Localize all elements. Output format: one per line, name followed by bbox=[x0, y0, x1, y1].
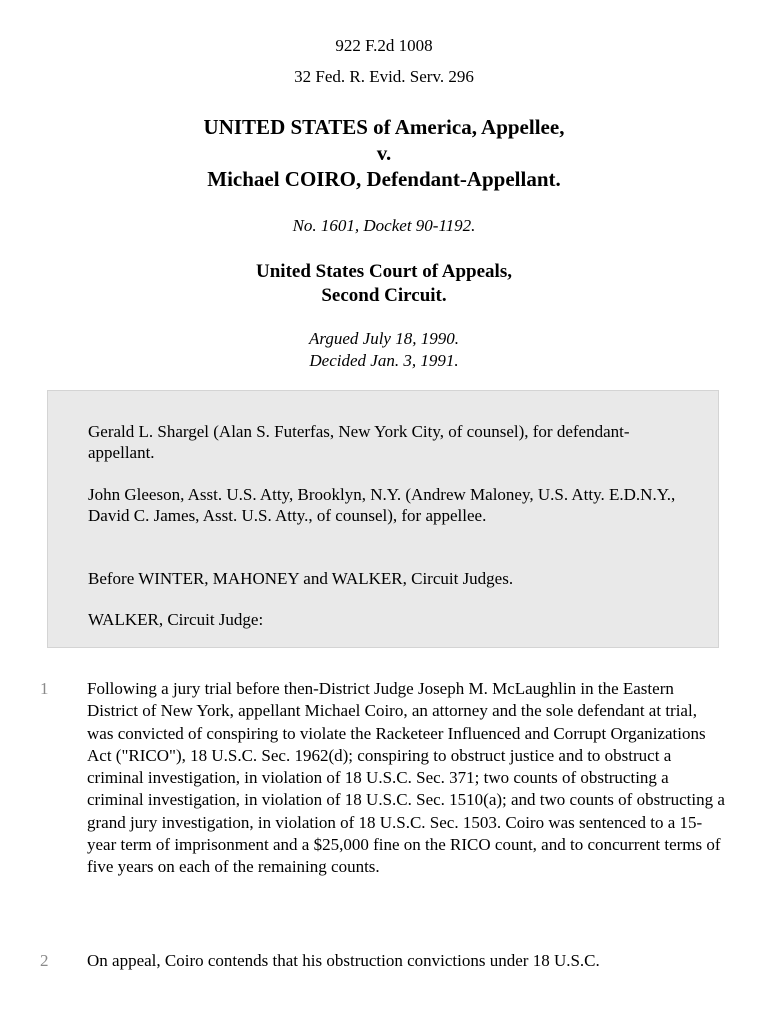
paragraph-number: 2 bbox=[40, 951, 49, 970]
decided-date: Decided Jan. 3, 1991. bbox=[309, 351, 459, 370]
court-name-line-2: Second Circuit. bbox=[321, 285, 447, 306]
appellant-party: Michael COIRO, Defendant-Appellant. bbox=[207, 167, 561, 191]
counsel-panel bbox=[47, 390, 719, 648]
court-name-line-1: United States Court of Appeals, bbox=[256, 261, 512, 282]
case-caption bbox=[0, 114, 768, 192]
judges-panel: Before WINTER, MAHONEY and WALKER, Circuit Judges. bbox=[88, 569, 514, 588]
paragraph-text: On appeal, Coiro contends that his obstruction convictions under 18 U.S.C. bbox=[87, 951, 600, 970]
appellee-counsel: John Gleeson, Asst. U.S. Atty, Brooklyn, N.Y. (Andrew Maloney, U.S. Atty. E.D.N.Y., David C. James, Asst. U.S. Atty., of counsel), for appellee. bbox=[88, 485, 676, 525]
docket-number: No. 1601, Docket 90-1192. bbox=[292, 216, 476, 235]
evidence-service-citation: 32 Fed. R. Evid. Serv. 296 bbox=[294, 67, 474, 86]
appellant-counsel: Gerald L. Shargel (Alan S. Futerfas, New York City, of counsel), for defendant-appellant. bbox=[88, 422, 630, 462]
reporter-citation: 922 F.2d 1008 bbox=[335, 36, 433, 55]
decision-dates bbox=[0, 328, 768, 372]
versus-label: v. bbox=[376, 141, 392, 165]
argued-date: Argued July 18, 1990. bbox=[309, 329, 459, 348]
court-name bbox=[0, 260, 768, 308]
appellee-party: UNITED STATES of America, Appellee, bbox=[203, 115, 565, 139]
paragraph-number: 1 bbox=[40, 679, 49, 698]
opinion-author: WALKER, Circuit Judge: bbox=[88, 610, 264, 629]
paragraph-text: Following a jury trial before then-District Judge Joseph M. McLaughlin in the Eastern District of New York, appellant Michael Coiro, an attorney and the sole defendant at trial, was convicted of conspiring to violate the Racketeer Influenced and Corrupt Organizations Act ("RICO"), 18 U.S.C. Sec. 1962(d); conspiring to obstruct justice and to obstruct a criminal investigation, in violation of 18 U.S.C. Sec. 371; two counts of obstructing a criminal investigation, in violation of 18 U.S.C. Sec. 1510(a); and two counts of obstructing a grand jury investigation, in violation of 18 U.S.C. Sec. 1503. Coiro was sentenced to a 15-year term of imprisonment and a $25,000 fine on the RICO count, and to concurrent terms of five years on each of the remaining counts. bbox=[87, 679, 725, 877]
